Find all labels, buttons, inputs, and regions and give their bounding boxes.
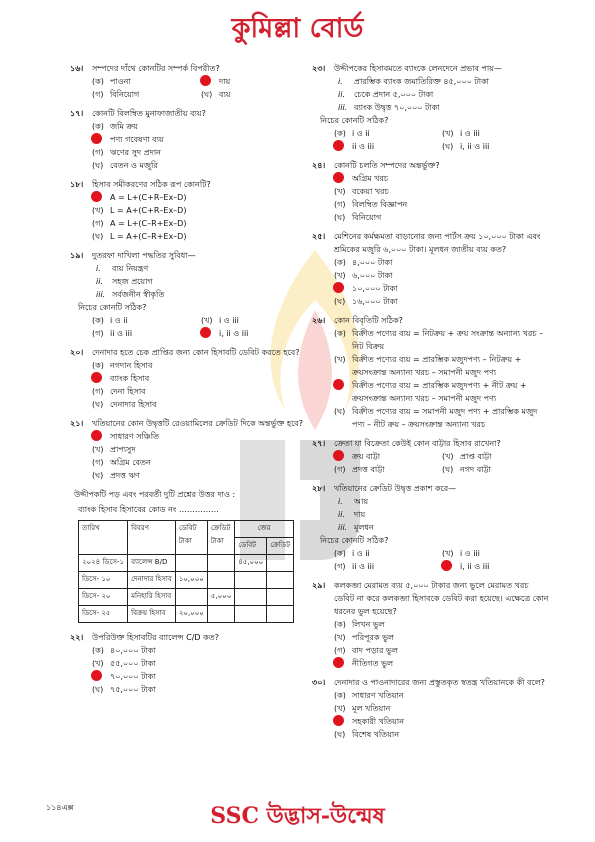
option-c[interactable]: (গ) বিলম্বিত বিজ্ঞাপন <box>334 200 408 209</box>
option-d[interactable]: (ঘ) বেতন ও মজুরি <box>92 161 158 170</box>
option-c[interactable]: (গ) ঋণের সুদ প্রদান <box>92 148 161 157</box>
answer-marker <box>92 191 110 204</box>
answer-marker <box>92 430 110 443</box>
option-a[interactable]: (ক) সাধারণ খতিয়ান <box>334 691 404 700</box>
option-d[interactable]: i, ii ও iii <box>442 560 550 573</box>
question-16 <box>70 62 310 101</box>
question-25: ২৫। মেশিনের কর্মক্ষমতা বাড়ানোর জন্য পার্টস ক্রয় ১০,০০০ টাকা এবং শ্রমিকের মজুরি ৬,০০০ টাকা। মূলধন জাতীয় ব্যয় কত? (ক) ৪,০০০ টাকা (খ) ৬,০০০ টাকা ১০,০০০ টাকা (ঘ) ১৬,০০০ টাকা <box>312 230 550 308</box>
option-a[interactable]: (ক) লিখন ভুল <box>334 620 385 629</box>
col-balance-debit: ডেবিট <box>235 538 267 555</box>
table-row: ২০২৪ ডিসে-১ ব্যালেন্স B/D ৪৫,০০০ <box>79 555 294 572</box>
question-text: সম্পদের দাঁথে কোনটির সম্পর্ক বিপরীত? <box>92 64 220 73</box>
option-b[interactable]: দায় <box>201 75 310 88</box>
answer-marker <box>442 560 460 573</box>
col-desc: বিবরণ <box>128 521 176 555</box>
ledger-table <box>78 520 294 623</box>
option-d[interactable]: i, ii ও iii <box>201 327 310 340</box>
option-d[interactable]: (ঘ) ১৬,০০০ টাকা <box>334 297 398 306</box>
question-27: ২৭। ক্রেতা যা বিক্রেতা কেউই কোন বাট্টার হিসাব রাখেনা? ক্রয় বাট্টা (খ) প্রাপ্ত বাট্টা (গ) প্রদত্ত বাট্টা (ঘ) নগদ বাট্টা <box>312 437 550 476</box>
option-c[interactable]: ১০,০০০ টাকা <box>312 282 550 295</box>
option-b[interactable]: (খ) ৫৫,০০০ টাকা <box>92 659 156 668</box>
option-b[interactable]: (খ) i ও iii <box>442 129 480 138</box>
answer-marker <box>92 133 110 146</box>
option-c[interactable]: ৭০,০০০ টাকা <box>70 670 310 683</box>
option-c[interactable]: (গ) ii ও iii <box>92 329 133 338</box>
col-credit: ক্রেডিট টাকা <box>207 521 234 555</box>
footer-brand: SSC উদ্ভাস-উন্মেষ <box>210 803 385 829</box>
option-d[interactable]: নীতিগত ভুল <box>312 657 550 670</box>
question-26: ২৬। কোন বিবৃতিটি সঠিক? (ক) বিক্রীত পণ্যের ব্যয় = নিটক্রয় + ক্রয় সংক্রান্ত অন্যান্য খরচ – নিট বিক্রয় (খ) বিক্রীত পণ্যের ব্যয় = প্রারম্ভিক মজুদপণ্য – নিটক্রয় + ক্রয়সংক্রান্ত অন্যান্য খরচ – সমাপনী মজুদ পণ্য বিক্রীত পণ্যের ব্যয় = প্রারম্ভিক মজুদপণ্য + নীট ক্রয় + ক্রয়সংক্রান্ত অন্যান্য খরচ – সমাপনী মজুদ পণ্য (ঘ) বিক্রীত পণ্যের ব্যয় = সমাপনী মজুদ পণ্য + প্রারম্ভিক মজুদ পণ্য – নীট ক্রয় – ক্রয়সংক্রান্ত অন্যান্য খরচ <box>312 314 550 431</box>
option-d[interactable]: (ঘ) বিক্রীত পণ্যের ব্যয় = সমাপনী মজুদ পণ্য + প্রারম্ভিক মজুদ পণ্য – নীট ক্রয় – ক্রয়সংক্রান্ত অন্যান্য খরচ <box>334 407 538 429</box>
option-c[interactable]: (গ) বিনিয়োগ <box>92 90 140 99</box>
option-b[interactable]: (খ) প্রাপ্যসুদ <box>92 445 136 454</box>
col-debit: ডেবিট টাকা <box>175 521 207 555</box>
page-number: ১১৪এক্স <box>46 803 74 812</box>
question-28: ২৮। খতিয়ানের ক্রেডিট উদ্বৃত্ত প্রকাশ করে— i. আয় ii. দায় iii. মূলধন নিচের কোনটি সঠিক? (ক) i ও ii (খ) i ও iii (গ) ii ও iii i, ii ও iii <box>312 482 550 573</box>
option-b[interactable]: ব্যাংক হিসাব <box>70 372 310 385</box>
option-a[interactable]: (ক) ৪,০০০ টাকা <box>334 258 393 267</box>
answer-marker <box>201 75 219 88</box>
option-a[interactable]: (ক) নগদান হিসাব <box>92 361 153 370</box>
option-b[interactable]: (খ) i ও iii <box>201 316 239 325</box>
option-b[interactable]: (খ) মূল খতিয়ান <box>334 704 391 713</box>
option-b[interactable]: পণ্য গবেষণা ব্যয় <box>70 133 310 146</box>
question-17: ১৭। কোনটি বিলম্বিত মুনাফাজাতীয় ব্যয়? (ক) জমি ক্রয় পণ্য গবেষণা ব্যয় (গ) ঋণের সুদ প্রদান (ঘ) বেতন ও মজুরি <box>70 107 310 172</box>
option-c[interactable]: (গ) A = L+(C–R+Ex–D) <box>92 219 187 228</box>
answer-marker <box>92 372 110 385</box>
answer-marker <box>334 282 352 295</box>
question-20: ২০। দেনাদার হতে চেক প্রাপ্তির জন্য কোন হিসাবটি ডেবিট করতে হবে? (ক) নগদান হিসাব ব্যাংক হিসাব (গ) দেনা হিসাব (ঘ) দেনাদার হিসাব <box>70 346 310 411</box>
option-d[interactable]: (ঘ) প্রদত্ত ঋণ <box>92 471 140 480</box>
passage-stem: উদ্দীপকটি পড় এবং পরবর্তী দুটি প্রশ্নের উত্তর দাও : <box>74 490 236 499</box>
option-d[interactable]: (ঘ) L = A+(C–R+Ex–D) <box>92 232 187 241</box>
option-b[interactable]: (খ) পরিপূরক ভুল <box>334 633 395 642</box>
option-c[interactable]: (গ) অগ্রিম বেতন <box>92 458 151 467</box>
option-d[interactable]: (ঘ) ৭৫,০০০ টাকা <box>92 685 156 694</box>
answer-marker <box>334 450 352 463</box>
option-b[interactable]: (খ) L = A+(C+R–Ex–D) <box>92 206 187 215</box>
option-c[interactable]: (গ) প্রদত্ত বাট্টা <box>334 465 385 474</box>
option-d[interactable]: (ঘ) i, ii ও iii <box>442 142 490 151</box>
option-d[interactable]: (ঘ) বিশেষ খতিয়ান <box>334 730 399 739</box>
col-date: তারিখ <box>79 521 128 555</box>
answer-marker <box>334 172 352 185</box>
col-balance: জের <box>235 521 294 538</box>
answer-marker <box>334 140 352 153</box>
option-a[interactable]: সাধারণ সঞ্চিতি <box>70 430 310 443</box>
option-c[interactable]: (গ) দেনা হিসাব <box>92 387 146 396</box>
option-a[interactable]: অগ্রিম খরচ <box>312 172 550 185</box>
answer-marker <box>334 657 352 670</box>
table-row: ডিসে- ২০ মনিহারি হিসাব ৫,০০০ <box>79 589 294 606</box>
option-a[interactable]: (ক) i ও ii <box>334 549 370 558</box>
col-balance-credit: ক্রেডিট <box>267 538 294 555</box>
option-b[interactable]: (খ) প্রাপ্ত বাট্টা <box>442 452 492 461</box>
option-a[interactable]: (ক) i ও ii <box>92 316 128 325</box>
option-a[interactable]: (ক) i ও ii <box>334 129 370 138</box>
option-b[interactable]: (খ) i ও iii <box>442 549 480 558</box>
option-d[interactable]: (ঘ) ব্যয় <box>201 90 231 99</box>
right-column <box>312 62 550 747</box>
option-c[interactable]: সহকারী খতিয়ান <box>312 715 550 728</box>
question-21: ২১। খতিয়ানের কোন উদ্বৃত্তটি রেওয়ামিলের ক্রেডিট দিকে অন্তর্ভুক্ত হবে? সাধারণ সঞ্চিতি (খ) প্রাপ্যসুদ (গ) অগ্রিম বেতন (ঘ) প্রদত্ত ঋণ <box>70 417 310 482</box>
question-24: ২৪। কোনটি চলতি সম্পদের অন্তর্ভুক্ত? অগ্রিম খরচ (খ) বকেয়া খরচ (গ) বিলম্বিত বিজ্ঞাপন (ঘ) বিনিয়োগ <box>312 159 550 224</box>
option-b[interactable]: (খ) ৬,০০০ টাকা <box>334 271 393 280</box>
answer-marker <box>334 379 352 405</box>
option-b[interactable]: (খ) বিক্রীত পণ্যের ব্যয় = প্রারম্ভিক মজুদপণ্য – নিটক্রয় + ক্রয়সংক্রান্ত অন্যান্য খরচ – সমাপনী মজুদ পণ্য <box>334 355 522 377</box>
option-c[interactable]: ii ও iii <box>334 140 442 153</box>
option-d[interactable]: (ঘ) নগদ বাট্টা <box>442 465 491 474</box>
option-a[interactable]: (ক) বিক্রীত পণ্যের ব্যয় = নিটক্রয় + ক্রয় সংক্রান্ত অন্যান্য খরচ – নিট বিক্রয় <box>334 329 544 351</box>
option-c[interactable]: (গ) ii ও iii <box>334 562 375 571</box>
answer-marker <box>201 327 219 340</box>
option-b[interactable]: (খ) বকেয়া খরচ <box>334 187 389 196</box>
question-22: ২২। উপরিউক্ত হিসাবটির ব্যালেন্স C/D কত? (ক) ৪০,০০০ টাকা (খ) ৫৫,০০০ টাকা ৭০,০০০ টাকা (ঘ) ৭৫,০০০ টাকা <box>70 631 310 696</box>
option-a[interactable]: (ক) ৪০,০০০ টাকা <box>92 646 156 655</box>
board-title: কুমিল্লা বোর্ড <box>231 13 364 44</box>
question-19: ১৯। দুতরফা দাখিলা পদ্ধতির সুবিধা— i. ব্যয় নিয়ন্ত্রণ ii. সহজ প্রয়োগ iii. সর্বজনীন স্বীকৃতি নিচের কোনটি সঠিক? (ক) i ও ii (খ) i ও iii (গ) ii ও iii i, ii ও iii <box>70 249 310 340</box>
option-d[interactable]: (ঘ) দেনাদার হিসাব <box>92 400 157 409</box>
table-row: ডিসে- ১০ দেনাদার হিসাব ১০,০০০ <box>79 572 294 589</box>
question-30: ৩০। দেনাদার ও পাওনাদারের জন্য প্রস্তুতকৃত স্বতন্ত্র খতিয়ানকে কী বলে? (ক) সাধারণ খতিয়ান (খ) মূল খতিয়ান সহকারী খতিয়ান (ঘ) বিশেষ খতিয়ান <box>312 676 550 741</box>
option-a[interactable]: (ক) পাওনা <box>92 77 131 86</box>
passage-subtitle: ব্যাংক হিসাব হিসাবের কোড নং …………… <box>78 505 219 514</box>
option-c[interactable]: বিক্রীত পণ্যের ব্যয় = প্রারম্ভিক মজুদপণ্য + নীট ক্রয় + ক্রয়সংক্রান্ত অন্যান্য খরচ – সমাপনী মজুদ পণ্য <box>312 379 550 405</box>
option-a[interactable]: (ক) জমি ক্রয় <box>92 122 138 131</box>
option-d[interactable]: (ঘ) বিনিয়োগ <box>334 213 382 222</box>
question-number: ১৬। <box>70 64 84 73</box>
answer-marker <box>92 670 110 683</box>
question-18: ১৮। হিসাব সমীকরণের সঠিক রূপ কোনটি? A = L+(C+R–Ex–D) (খ) L = A+(C+R–Ex–D) (গ) A = L+(C–R+Ex–D) (ঘ) L = A+(C–R+Ex–D) <box>70 178 310 243</box>
question-23: ২৩। উদ্দীপকের হিসাবমতে ব্যাংকে লেনদেনে প্রভাব পায়— i. প্রারম্ভিক ব্যাংক জমাতিরিক্ত ৪৫,০০০ টাকা ii. চেকে প্রদান ৫,০০০ টাকা iii. ব্যাংক উদ্বৃত্ত ৭০,০০০ টাকা নিচের কোনটি সঠিক? (ক) i ও ii (খ) i ও iii ii ও iii (ঘ) i, ii ও iii <box>312 62 550 153</box>
option-a[interactable]: ক্রয় বাট্টা <box>334 450 442 463</box>
table-row: ডিসে- ২৫ বিক্রয় হিসাব ২০,০০০ <box>79 606 294 623</box>
option-c[interactable]: (গ) বাদ পড়ার ভুল <box>334 646 398 655</box>
question-29: ২৯। কলকব্জা মেরামত ব্যয় ৫,০০০ টাকার জন্য ভুলে মেরামত খরচ ডেবিট না করে কলকব্জা হিসাবকে ডেবিট করা হয়েছে। এক্ষেত্রে কোন ধরনের ভুল হয়েছে? (ক) লিখন ভুল (খ) পরিপূরক ভুল (গ) বাদ পড়ার ভুল নীতিগত ভুল <box>312 581 549 668</box>
option-a[interactable]: A = L+(C+R–Ex–D) <box>70 191 310 204</box>
answer-marker <box>334 715 352 728</box>
left-column <box>70 62 310 702</box>
